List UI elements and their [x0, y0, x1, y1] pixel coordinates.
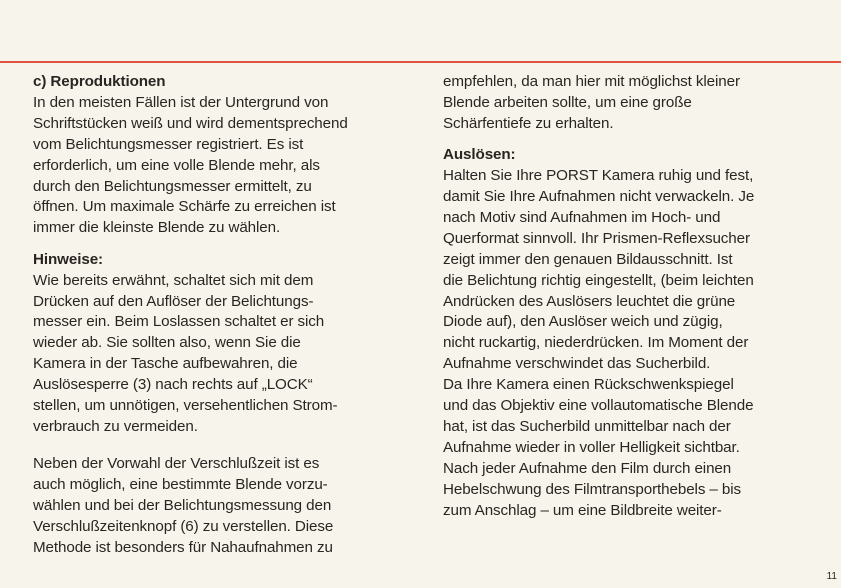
header-rule — [0, 61, 841, 63]
text-line: Da Ihre Kamera einen Rückschwenkspiegel — [443, 376, 734, 394]
text-line: wieder ab. Sie sollten also, wenn Sie die — [33, 334, 301, 352]
text-line: Neben der Vorwahl der Verschlußzeit ist es — [33, 454, 320, 472]
text-line: Aufnahme verschwindet das Sucherbild. — [443, 355, 711, 373]
text-line: wählen und bei der Belichtungsmessung den — [33, 496, 332, 514]
text-line: vom Belichtungsmesser registriert. Es ist — [33, 135, 304, 153]
text-line: Schriftstücken weiß und wird dementsprechend — [33, 114, 348, 132]
text-line: Nach jeder Aufnahme den Film durch einen — [443, 459, 732, 477]
text-line: und das Objektiv eine vollautomatische Blende — [443, 397, 754, 415]
spacer — [33, 438, 418, 454]
text-line: öffnen. Um maximale Schärfe zu erreichen ist — [33, 198, 336, 216]
paragraph-vorwahl — [33, 454, 418, 559]
text-line: messer ein. Beim Loslassen schaltet er sich — [33, 313, 325, 331]
text-line: Querformat sinnvoll. Ihr Prismen-Reflexsucher — [443, 229, 750, 247]
text-line: immer die kleinste Blende zu wählen. — [33, 219, 281, 237]
text-line: nach Motiv sind Aufnahmen im Hoch- und — [443, 208, 721, 226]
paragraph-continuation — [443, 72, 835, 135]
text-line: auch möglich, eine bestimmte Blende vorzu- — [33, 475, 328, 493]
text-line: zum Anschlag – um eine Bildbreite weiter- — [443, 501, 722, 519]
right-column — [443, 72, 835, 522]
text-line: Andrücken des Auslösers leuchtet die grüne — [443, 292, 736, 310]
text-line: empfehlen, da man hier mit möglichst kleiner — [443, 73, 740, 90]
section-heading-ausloesen: Auslösen: — [443, 146, 516, 164]
text-line: Kamera in der Tasche aufbewahren, die — [33, 355, 298, 373]
text-line: Verschlußzeitenknopf (6) zu verstellen. Diese — [33, 517, 334, 535]
text-line: die Belichtung richtig eingestellt, (beim leichten — [443, 271, 754, 289]
text-line: Schärfentiefe zu erhalten. — [443, 114, 614, 132]
spacer — [443, 135, 835, 146]
paragraph-reproduktionen — [33, 93, 418, 239]
section-heading-reproduktionen: c) Reproduktionen — [33, 73, 166, 90]
left-column — [33, 72, 418, 558]
text-line: In den meisten Fällen ist der Untergrund von — [33, 93, 329, 111]
text-line: Halten Sie Ihre PORST Kamera ruhig und fest, — [443, 167, 754, 185]
section-heading-hinweise: Hinweise: — [33, 250, 103, 268]
page-number: 11 — [826, 571, 837, 582]
spacer — [33, 239, 418, 250]
text-line: Wie bereits erwähnt, schaltet sich mit dem — [33, 271, 314, 289]
text-line: Auslösesperre (3) nach rechts auf „LOCK“ — [33, 376, 313, 394]
text-line: erforderlich, um eine volle Blende mehr, als — [33, 156, 320, 174]
text-line: Methode ist besonders für Nahaufnahmen zu — [33, 538, 333, 556]
text-line: zeigt immer den genauen Bildausschnitt. Ist — [443, 250, 733, 268]
paragraph-ausloesen — [443, 166, 835, 521]
paragraph-hinweise — [33, 271, 418, 438]
text-line: Aufnahme wieder in voller Helligkeit sichtbar. — [443, 438, 740, 456]
text-line: Hebelschwung des Filmtransporthebels – bis — [443, 480, 742, 498]
text-line: nicht ruckartig, niederdrücken. Im Moment der — [443, 334, 749, 352]
text-line: stellen, um unnötigen, versehentlichen Strom- — [33, 397, 338, 415]
text-line: verbrauch zu vermeiden. — [33, 418, 198, 435]
text-line: hat, ist das Sucherbild unmittelbar nach der — [443, 418, 731, 435]
text-line: Diode auf), den Auslöser weich und zügig, — [443, 313, 723, 331]
text-line: damit Sie Ihre Aufnahmen nicht verwackeln. Je — [443, 188, 755, 206]
text-line: Blende arbeiten sollte, um eine große — [443, 93, 692, 111]
text-line: Drücken auf den Auflöser der Belichtungs- — [33, 292, 314, 310]
text-line: durch den Belichtungsmesser ermittelt, zu — [33, 177, 312, 195]
